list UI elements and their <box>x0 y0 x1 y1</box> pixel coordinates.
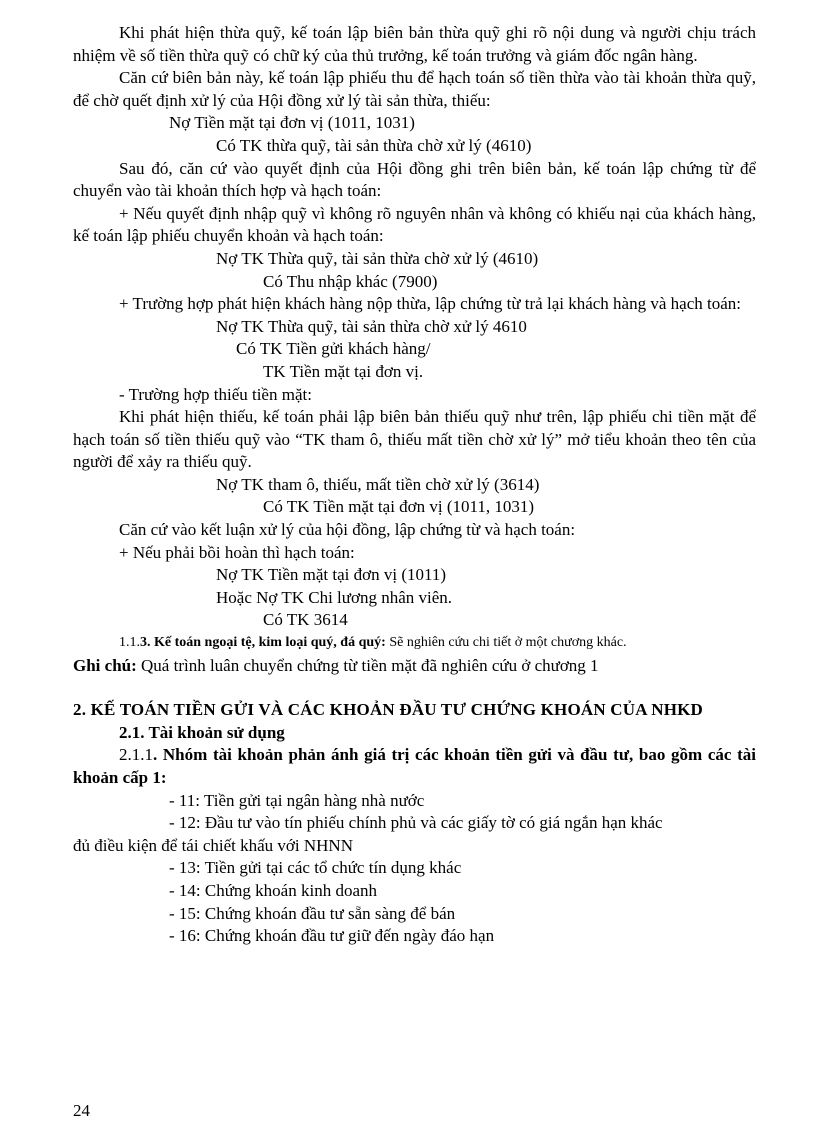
entry-credit: Có TK 3614 <box>263 610 348 630</box>
list-item: - 15: Chứng khoán đầu tư sẵn sàng để bán <box>169 903 456 923</box>
subsection-number: 2.1.1 <box>119 745 153 765</box>
section-2-heading: 2. KẾ TOÁN TIỀN GỬI VÀ CÁC KHOẢN ĐẦU TƯ CHỨNG KHOÁN CỦA NHKD <box>73 700 704 720</box>
section-1-1-3 <box>73 632 756 655</box>
subsection-title: . Nhóm tài khoản phản ánh giá trị các khoản tiền gửi và đầu tư, bao gồm các tài khoản cấp 1: <box>73 745 756 787</box>
entry-debit: Nợ TK tham ô, thiếu, mất tiền chờ xử lý (3614) <box>216 474 540 494</box>
document-page <box>73 22 756 948</box>
page-number: 24 <box>73 1101 90 1120</box>
entry-credit: Có TK thừa quỹ, tài sản thừa chờ xử lý (4610) <box>216 135 532 155</box>
paragraph: + Nếu quyết định nhập quỹ vì không rõ nguyên nhân và không có khiếu nại của khách hàng, kế toán lập phiếu chuyển khoản và hạch toán: <box>73 203 756 246</box>
note-label: Ghi chú: <box>73 655 137 675</box>
list-item-continuation: đủ điều kiện để tái chiết khấu với NHNN <box>73 835 353 855</box>
entry-credit: Có TK Tiền mặt tại đơn vị (1011, 1031) <box>263 497 535 517</box>
list-item: - 13: Tiền gửi tại các tổ chức tín dụng khác <box>169 858 462 878</box>
note-text: Quá trình luân chuyển chứng từ tiền mặt đã nghiên cứu ở chương 1 <box>136 655 599 675</box>
subsection-2-1-1 <box>73 744 756 789</box>
entry-credit: TK Tiền mặt tại đơn vị. <box>263 361 424 381</box>
entry-debit: Nợ TK Thừa quỹ, tài sản thừa chờ xử lý 4610 <box>216 316 527 336</box>
section-title: 3. Kế toán ngoại tệ, kim loại quý, đá quý: <box>140 635 386 651</box>
paragraph: Sau đó, căn cứ vào quyết định của Hội đồng ghi trên biên bản, kế toán lập chứng từ để chuyển vào tài khoản thích hợp và hạch toán: <box>73 158 756 201</box>
entry-debit: Nợ TK Thừa quỹ, tài sản thừa chờ xử lý (4610) <box>216 248 539 268</box>
list-item: - 14: Chứng khoán kinh doanh <box>169 880 378 900</box>
section-text: Sẽ nghiên cứu chi tiết ở một chương khác. <box>385 635 627 651</box>
entry-debit: Nợ Tiền mặt tại đơn vị (1011, 1031) <box>169 113 415 133</box>
entry-credit: Có Thu nhập khác (7900) <box>263 271 438 291</box>
paragraph: - Trường hợp thiếu tiền mặt: <box>119 384 312 404</box>
entry-debit: Hoặc Nợ TK Chi lương nhân viên. <box>216 587 453 607</box>
entry-credit: Có TK Tiền gửi khách hàng/ <box>236 339 431 359</box>
paragraph: + Trường hợp phát hiện khách hàng nộp thừa, lập chứng từ trả lại khách hàng và hạch toán: <box>119 294 741 314</box>
entry-debit: Nợ TK Tiền mặt tại đơn vị (1011) <box>216 565 447 585</box>
note <box>73 655 756 678</box>
paragraph: Khi phát hiện thiếu, kế toán phải lập biên bản thiếu quỹ như trên, lập phiếu chi tiền mặt để hạch toán số tiền thiếu quỹ vào “TK tham ô, thiếu mất tiền chờ xử lý” mở tiểu khoản theo tên của người để xảy ra thiếu quỹ. <box>73 407 756 472</box>
paragraph: + Nếu phải bồi hoàn thì hạch toán: <box>119 542 355 562</box>
section-number: 1.1. <box>119 635 140 651</box>
list-item: - 11: Tiền gửi tại ngân hàng nhà nước <box>169 790 425 810</box>
paragraph: Căn cứ biên bản này, kế toán lập phiếu thu để hạch toán số tiền thừa vào tài khoản thừa quỹ, để chờ quết định xử lý của Hội đồng xử lý tài sản thừa, thiếu: <box>73 68 756 110</box>
list-item: - 12: Đầu tư vào tín phiếu chính phủ và các giấy tờ có giá ngắn hạn khác <box>169 813 663 833</box>
list-item: - 16: Chứng khoán đầu tư giữ đến ngày đáo hạn <box>169 926 495 946</box>
subsection-2-1: 2.1. Tài khoản sử dụng <box>119 722 285 742</box>
paragraph: Căn cứ vào kết luận xử lý của hội đồng, lập chứng từ và hạch toán: <box>119 520 576 540</box>
paragraph: Khi phát hiện thừa quỹ, kế toán lập biên bản thừa quỹ ghi rõ nội dung và người chịu trách nhiệm về số tiền thừa quỹ có chữ ký của thủ trưởng, kế toán trưởng và giám đốc ngân hàng. <box>73 23 756 65</box>
